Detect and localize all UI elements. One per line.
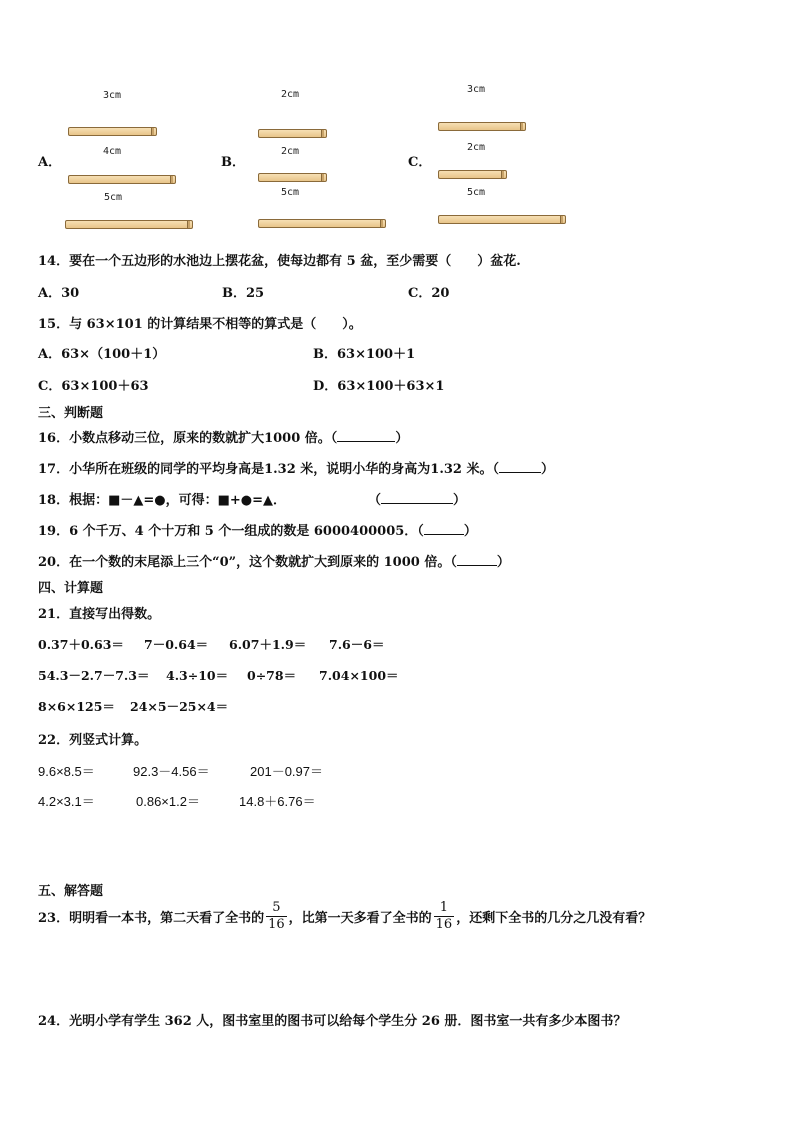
calc-item: 6.07＋1.9＝	[229, 637, 307, 652]
calc-item: 7.04×100＝	[319, 668, 399, 683]
open-paren: （	[368, 493, 382, 508]
stick-2cm	[258, 129, 327, 138]
option-b-label: B．	[221, 155, 245, 170]
q15-option-b[interactable]: B．63×100＋1	[313, 347, 416, 362]
stick-length-label: 5cm	[467, 187, 486, 198]
close-paren: ）	[540, 462, 554, 477]
stick-length-label: 2cm	[281, 146, 300, 157]
question-22-title: 22．列竖式计算。	[38, 733, 148, 748]
fraction-numerator: 5	[266, 900, 287, 917]
fraction	[266, 900, 287, 933]
vertical-calc-item: 9.6×8.5＝	[38, 764, 95, 779]
stick-3cm	[438, 122, 526, 131]
question-23	[38, 900, 651, 933]
stick-5cm	[258, 219, 386, 228]
stick-length-label: 3cm	[467, 84, 486, 95]
q14-option-b[interactable]: B．25	[222, 286, 265, 301]
close-paren: ）	[463, 524, 477, 539]
question-17-text: 17．小华所在班级的同学的平均身高是1.32 米，说明小华的身高为1.32 米。（	[38, 462, 499, 477]
fraction-numerator: 1	[434, 900, 455, 917]
question-19	[38, 520, 477, 539]
q15-option-d[interactable]: D．63×100＋63×1	[313, 379, 445, 394]
close-paren: ）	[395, 431, 409, 446]
question-23-text: ，比第一天多看了全书的	[288, 911, 432, 926]
question-16-text: 16．小数点移动三位，原来的数就扩大1000 倍。（	[38, 431, 338, 446]
option-c-label: C．	[408, 155, 432, 170]
stick-length-label: 2cm	[281, 89, 300, 100]
close-paren: ）	[496, 555, 510, 570]
stick-3cm	[68, 127, 157, 136]
fraction	[434, 900, 455, 933]
section-3-heading: 三、判断题	[38, 406, 104, 421]
question-19-text: 19．6 个千万、4 个十万和 5 个一组成的数是 6000400005．（	[38, 524, 424, 539]
question-21-title: 21．直接写出得数。	[38, 607, 161, 622]
fraction-denominator: 16	[435, 917, 453, 932]
stick-2cm	[438, 170, 507, 179]
section-4-heading: 四、计算题	[38, 581, 104, 596]
calc-item: 7.6－6＝	[329, 637, 385, 652]
question-24: 24．光明小学有学生 362 人，图书室里的图书可以给每个学生分 26 册．图书室一共有多少本图书？	[38, 1014, 627, 1029]
question-23-text: ，还剩下全书的几分之几没有看？	[456, 911, 652, 926]
stick-2cm	[258, 173, 327, 182]
question-20	[38, 551, 510, 570]
calc-item: 54.3－2.7－7.3＝	[38, 668, 150, 683]
answer-blank[interactable]	[457, 554, 497, 566]
calc-item: 0÷78＝	[247, 668, 297, 683]
calc-item: 24×5－25×4＝	[130, 699, 229, 714]
question-16	[38, 427, 408, 446]
calc-item: 0.37＋0.63＝	[38, 637, 124, 652]
vertical-calc-item: 14.8＋6.76＝	[239, 794, 316, 809]
close-paren: ）	[453, 493, 467, 508]
q14-option-c[interactable]: C．20	[408, 286, 450, 301]
answer-blank[interactable]	[381, 492, 453, 504]
section-5-heading: 五、解答题	[38, 884, 104, 899]
stick-4cm	[68, 175, 176, 184]
answer-blank[interactable]	[337, 430, 395, 442]
option-a-label: A．	[38, 155, 62, 170]
question-18: 18．根据：■－▲=●，可得：■+●=▲．	[38, 493, 287, 508]
q14-option-a[interactable]: A．30	[38, 286, 80, 301]
q15-option-c[interactable]: C．63×100＋63	[38, 379, 149, 394]
vertical-calc-item: 0.86×1.2＝	[136, 794, 200, 809]
question-18-answer	[368, 489, 466, 508]
fraction-denominator: 16	[268, 917, 285, 932]
stick-length-label: 3cm	[103, 90, 122, 101]
stick-5cm	[438, 215, 566, 224]
vertical-calc-item: 4.2×3.1＝	[38, 794, 95, 809]
question-17	[38, 458, 554, 477]
calc-item: 7－0.64＝	[144, 637, 209, 652]
question-20-text: 20．在一个数的末尾添上三个“0”，这个数就扩大到原来的 1000 倍。（	[38, 555, 457, 570]
question-15: 15．与 63×101 的计算结果不相等的算式是（ ）。	[38, 317, 362, 332]
stick-5cm	[65, 220, 193, 229]
calc-item: 4.3÷10＝	[166, 668, 229, 683]
vertical-calc-item: 92.3－4.56＝	[133, 764, 210, 779]
question-23-text: 23．明明看一本书，第二天看了全书的	[38, 911, 265, 926]
calc-item: 8×6×125＝	[38, 699, 115, 714]
q15-option-a[interactable]: A．63×（100＋1）	[38, 347, 166, 362]
vertical-calc-item: 201－0.97＝	[250, 764, 323, 779]
stick-length-label: 2cm	[467, 142, 486, 153]
stick-length-label: 5cm	[281, 187, 300, 198]
answer-blank[interactable]	[424, 523, 464, 535]
answer-blank[interactable]	[499, 461, 541, 473]
question-14: 14．要在一个五边形的水池边上摆花盆，使每边都有 5 盆，至少需要（ ）盆花.	[38, 254, 521, 269]
stick-length-label: 5cm	[104, 192, 123, 203]
stick-length-label: 4cm	[103, 146, 122, 157]
